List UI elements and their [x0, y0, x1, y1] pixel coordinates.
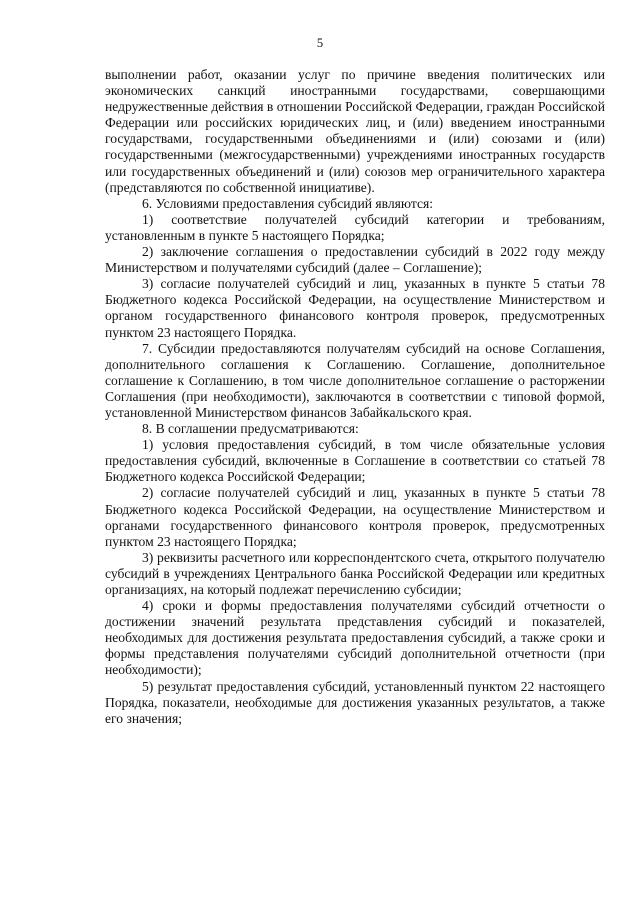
- page-number: 5: [316, 36, 324, 50]
- paragraph: 2) согласие получателей субсидий и лиц, указанных в пункте 5 статьи 78 Бюджетного кодекса Российской Федерации, на осуществление Министерством и органами государственного финансового контроля проверок, предусмотренных пунктом 23 настоящего Порядка;: [105, 485, 605, 549]
- paragraph: 4) сроки и формы предоставления получателями субсидий отчетности о достижении значений результата представления субсидий и показателей, необходимых для достижения результата предоставления субсидий, а также сроки и формы представления получателями субсидий дополнительной отчетности (при необходимости);: [105, 598, 605, 678]
- paragraph: 5) результат предоставления субсидий, установленный пунктом 22 настоящего Порядка, показатели, необходимые для достижения указанных результатов, а также его значения;: [105, 678, 605, 726]
- paragraph: 2) заключение соглашения о предоставлении субсидий в 2022 году между Министерством и получателями субсидий (далее – Соглашение);: [105, 244, 605, 276]
- paragraph: 3) согласие получателей субсидий и лиц, указанных в пункте 5 статьи 78 Бюджетного кодекса Российской Федерации, на осуществление Министерством и органом государственного финансового контроля проверок, предусмотренных пунктом 23 настоящего Порядка.: [105, 276, 605, 340]
- paragraph: 3) реквизиты расчетного или корреспондентского счета, открытого получателю субсидий в учреждениях Центрального банка Российской Федерации или кредитных организациях, на который подлежат перечислению субсидии;: [105, 549, 605, 597]
- paragraph: 7. Субсидии предоставляются получателям субсидий на основе Соглашения, дополнительного соглашения к Соглашению. Соглашение, дополнительное соглашение к Соглашению, в том числе дополнительное соглашение о расторжении Соглашения (при необходимости), заключаются в соответствии с типовой формой, установленной Министерством финансов Забайкальского края.: [105, 340, 605, 420]
- document-body: [105, 67, 605, 727]
- paragraph: 1) условия предоставления субсидий, в том числе обязательные условия предоставления субсидий, включенные в Соглашение в соответствии со статьей 78 Бюджетного кодекса Российской Федерации;: [105, 437, 605, 485]
- paragraph-heading: 6. Условиями предоставления субсидий являются:: [142, 195, 434, 211]
- paragraph: выполнении работ, оказании услуг по причине введения политических или экономических санкций иностранными государствами, совершающими недружественные действия в отношении Российской Федерации, граждан Российской Федерации или российских юридических лиц, и (или) введением иностранными государствами, государственными объединениями и (или) союзами и (или) государственными (межгосударственными) учреждениями иностранных государств или государственных объединений и (или) союзов мер ограничительного характера (представляются по собственной инициативе).: [105, 67, 605, 195]
- paragraph-heading: 8. В соглашении предусматриваются:: [142, 421, 359, 437]
- paragraph: 1) соответствие получателей субсидий категории и требованиям, установленным в пункте 5 настоящего Порядка;: [105, 211, 605, 243]
